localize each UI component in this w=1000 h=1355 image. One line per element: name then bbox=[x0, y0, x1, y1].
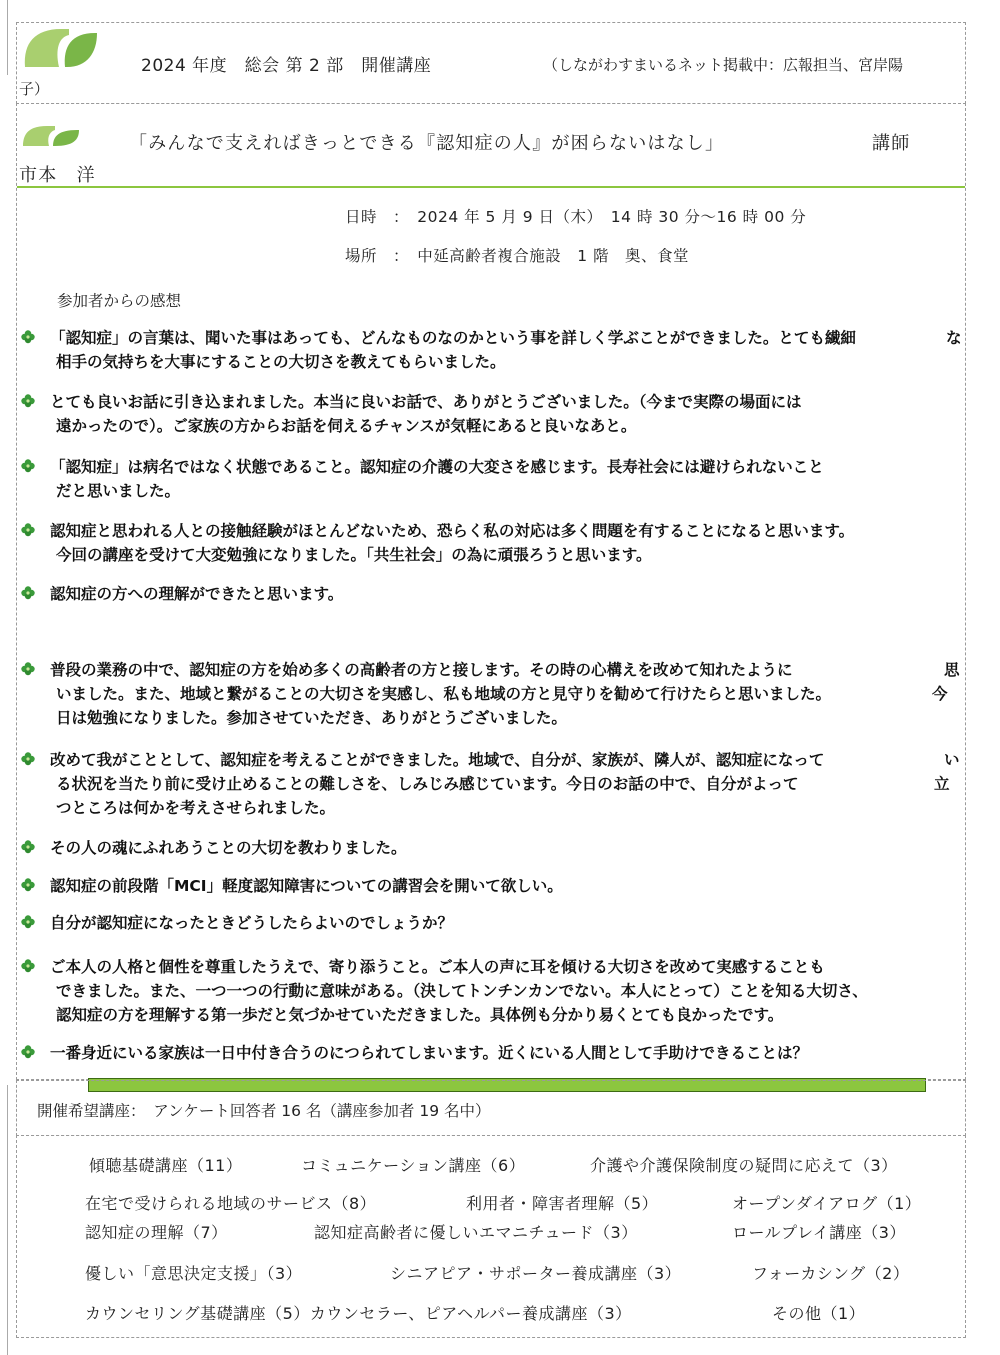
clover-bullet-icon bbox=[20, 751, 36, 767]
feedback-item bbox=[20, 390, 965, 438]
page-edge-bottom-line bbox=[7, 1085, 8, 1355]
feedback-heading: 参加者からの感想 bbox=[57, 292, 182, 310]
clover-bullet-icon bbox=[20, 329, 36, 345]
course-item: シニアピア・サポーター養成講座（3） bbox=[390, 1264, 682, 1283]
publication-note: （しながわすまいるネット掲載中：広報担当、宮岸陽 bbox=[543, 56, 904, 74]
clover-bullet-icon bbox=[20, 661, 36, 677]
feedback-item bbox=[20, 658, 965, 730]
feedback-line: その人の魂にふれあうことの大切を教わりました。 bbox=[50, 839, 407, 857]
feedback-line: 相手の気持ちを大事にすることの大切さを教えてもらいました。 bbox=[56, 353, 506, 371]
course-item: その他（1） bbox=[772, 1304, 866, 1323]
course-item: 利用者・障害者理解（5） bbox=[466, 1194, 659, 1213]
feedback-line-end: 立 bbox=[934, 775, 950, 793]
event-title: 2024 年度 総会 第 2 部 開催講座 bbox=[141, 56, 432, 76]
header-section bbox=[16, 22, 966, 104]
green-divider bbox=[17, 186, 965, 188]
lecture-title: 「みんなで支えればきっとできる『認知症の人』が困らないはなし」 bbox=[129, 133, 725, 154]
course-item: ロールプレイ講座（3） bbox=[732, 1223, 906, 1242]
course-item: オープンダイアログ（1） bbox=[732, 1194, 922, 1213]
feedback-item bbox=[20, 955, 965, 1027]
course-item: 優しい「意思決定支援」（3） bbox=[85, 1264, 303, 1283]
lecturer-label: 講師 bbox=[872, 133, 911, 154]
feedback-item bbox=[20, 455, 965, 503]
leaf-logo-small-icon bbox=[21, 122, 81, 148]
feedback-line-end: い bbox=[944, 751, 960, 769]
feedback-line: 日は勉強になりました。参加させていただき、ありがとうございました。 bbox=[56, 709, 567, 727]
clover-bullet-icon bbox=[20, 877, 36, 893]
feedback-item bbox=[20, 326, 965, 374]
feedback-line: できました。また、一つ一つの行動に意味がある。（決してトンチンカンでない。本人にとって）ことを知る大切さ、 bbox=[56, 982, 868, 1000]
feedback-line: ご本人の人格と個性を尊重したうえで、寄り添うこと。ご本人の声に耳を傾ける大切さを改めて実感することも bbox=[50, 958, 825, 976]
survey-heading: 開催希望講座： アンケート回答者 16 名（講座参加者 19 名中） bbox=[37, 1102, 491, 1120]
clover-bullet-icon bbox=[20, 914, 36, 930]
clover-bullet-icon bbox=[20, 585, 36, 601]
course-item: 認知症の理解（7） bbox=[85, 1223, 228, 1242]
feedback-item bbox=[20, 519, 965, 567]
page-edge-top-line bbox=[7, 0, 8, 75]
course-item: 介護や介護保険制度の疑問に応えて（3） bbox=[590, 1156, 898, 1175]
feedback-line: 自分が認知症になったときどうしたらよいのでしょうか？ bbox=[50, 914, 454, 932]
feedback-line: 普段の業務の中で、認知症の方を始め多くの高齢者の方と接します。その時の心構えを改めて知れたように bbox=[50, 661, 793, 679]
clover-bullet-icon bbox=[20, 458, 36, 474]
feedback-line: 「認知症」の言葉は、聞いた事はあっても、どんなものなのかという事を詳しく学ぶことができました。とても繊細 bbox=[50, 329, 856, 347]
clover-bullet-icon bbox=[20, 839, 36, 855]
feedback-line: る状況を当たり前に受け止めることの難しさを、しみじみ感じています。今日のお話の中で、自分がよって bbox=[56, 775, 799, 793]
clover-bullet-icon bbox=[20, 393, 36, 409]
feedback-line: 改めて我がこととして、認知症を考えることができました。地域で、自分が、家族が、隣人が、認知症になって bbox=[50, 751, 825, 769]
feedback-line-end: 今 bbox=[932, 685, 948, 703]
feedback-line: 一番身近にいる家族は一日中付き合うのにつられてしまいます。近くにいる人間として手助けできることは？ bbox=[50, 1044, 808, 1062]
feedback-item bbox=[20, 1041, 965, 1065]
feedback-line: とても良いお話に引き込まれました。本当に良いお話で、ありがとうございました。（今まで実際の場面には bbox=[50, 393, 802, 411]
course-item: カウンセリング基礎講座（5）カウンセラー、ピアヘルパー養成講座（3） bbox=[85, 1304, 632, 1323]
course-item: 在宅で受けられる地域のサービス（8） bbox=[85, 1194, 377, 1213]
feedback-item bbox=[20, 874, 965, 898]
feedback-line: 認知症の方への理解ができたと思います。 bbox=[50, 585, 344, 603]
feedback-line: いました。また、地域と繋がることの大切さを実感し、私も地域の方と見守りを勧めて行けたらと思いました。 bbox=[56, 685, 832, 703]
feedback-line: 今回の講座を受けて大変勉強になりました。「共生社会」の為に頑張ろうと思います。 bbox=[56, 546, 652, 564]
feedback-item bbox=[20, 836, 965, 860]
feedback-line: だと思いました。 bbox=[56, 482, 181, 500]
survey-courses-section bbox=[16, 1135, 966, 1338]
course-item: 認知症高齢者に優しいエマニチュード（3） bbox=[314, 1223, 638, 1242]
leaf-logo-icon bbox=[21, 25, 99, 71]
survey-heading-section bbox=[16, 1080, 966, 1136]
feedback-line-end: な bbox=[946, 329, 962, 347]
feedback-line: 認知症の方を理解する第一歩だと気づかせていただきました。具体例も分かり易くとても良かったです。 bbox=[56, 1006, 784, 1024]
feedback-line: 「認知症」は病名ではなく状態であること。認知症の介護の大変さを感じます。長寿社会には避けられないこと bbox=[50, 458, 824, 476]
feedback-line: 遠かったので）。ご家族の方からお話を伺えるチャンスが気軽にあると良いなあと。 bbox=[56, 417, 637, 435]
lecturer-name: 市本 洋 bbox=[19, 165, 96, 186]
feedback-line: 認知症と思われる人との接触経験がほとんどないため、恐らく私の対応は多く問題を有することになると思います。 bbox=[50, 522, 855, 540]
course-item: コミュニケーション講座（6） bbox=[301, 1156, 526, 1175]
feedback-item bbox=[20, 911, 965, 935]
clover-bullet-icon bbox=[20, 1044, 36, 1060]
feedback-line-end: 思 bbox=[944, 661, 960, 679]
clover-bullet-icon bbox=[20, 958, 36, 974]
feedback-item bbox=[20, 582, 965, 606]
date-line: 日時 ： 2024 年 5 月 9 日（木） 14 時 30 分～16 時 00 分 bbox=[345, 208, 807, 226]
publication-note-continued: 子） bbox=[19, 80, 50, 98]
course-item: 傾聴基礎講座（11） bbox=[89, 1156, 243, 1175]
feedback-line: つところは何かを考えさせられました。 bbox=[56, 799, 336, 817]
course-item: フォーカシング（2） bbox=[752, 1264, 910, 1283]
clover-bullet-icon bbox=[20, 522, 36, 538]
feedback-line: 認知症の前段階「MCI」軽度認知障害についての講習会を開いて欲しい。 bbox=[50, 877, 563, 895]
feedback-item bbox=[20, 748, 965, 820]
place-line: 場所 ： 中延高齢者複合施設 1 階 奥、食堂 bbox=[345, 247, 690, 265]
